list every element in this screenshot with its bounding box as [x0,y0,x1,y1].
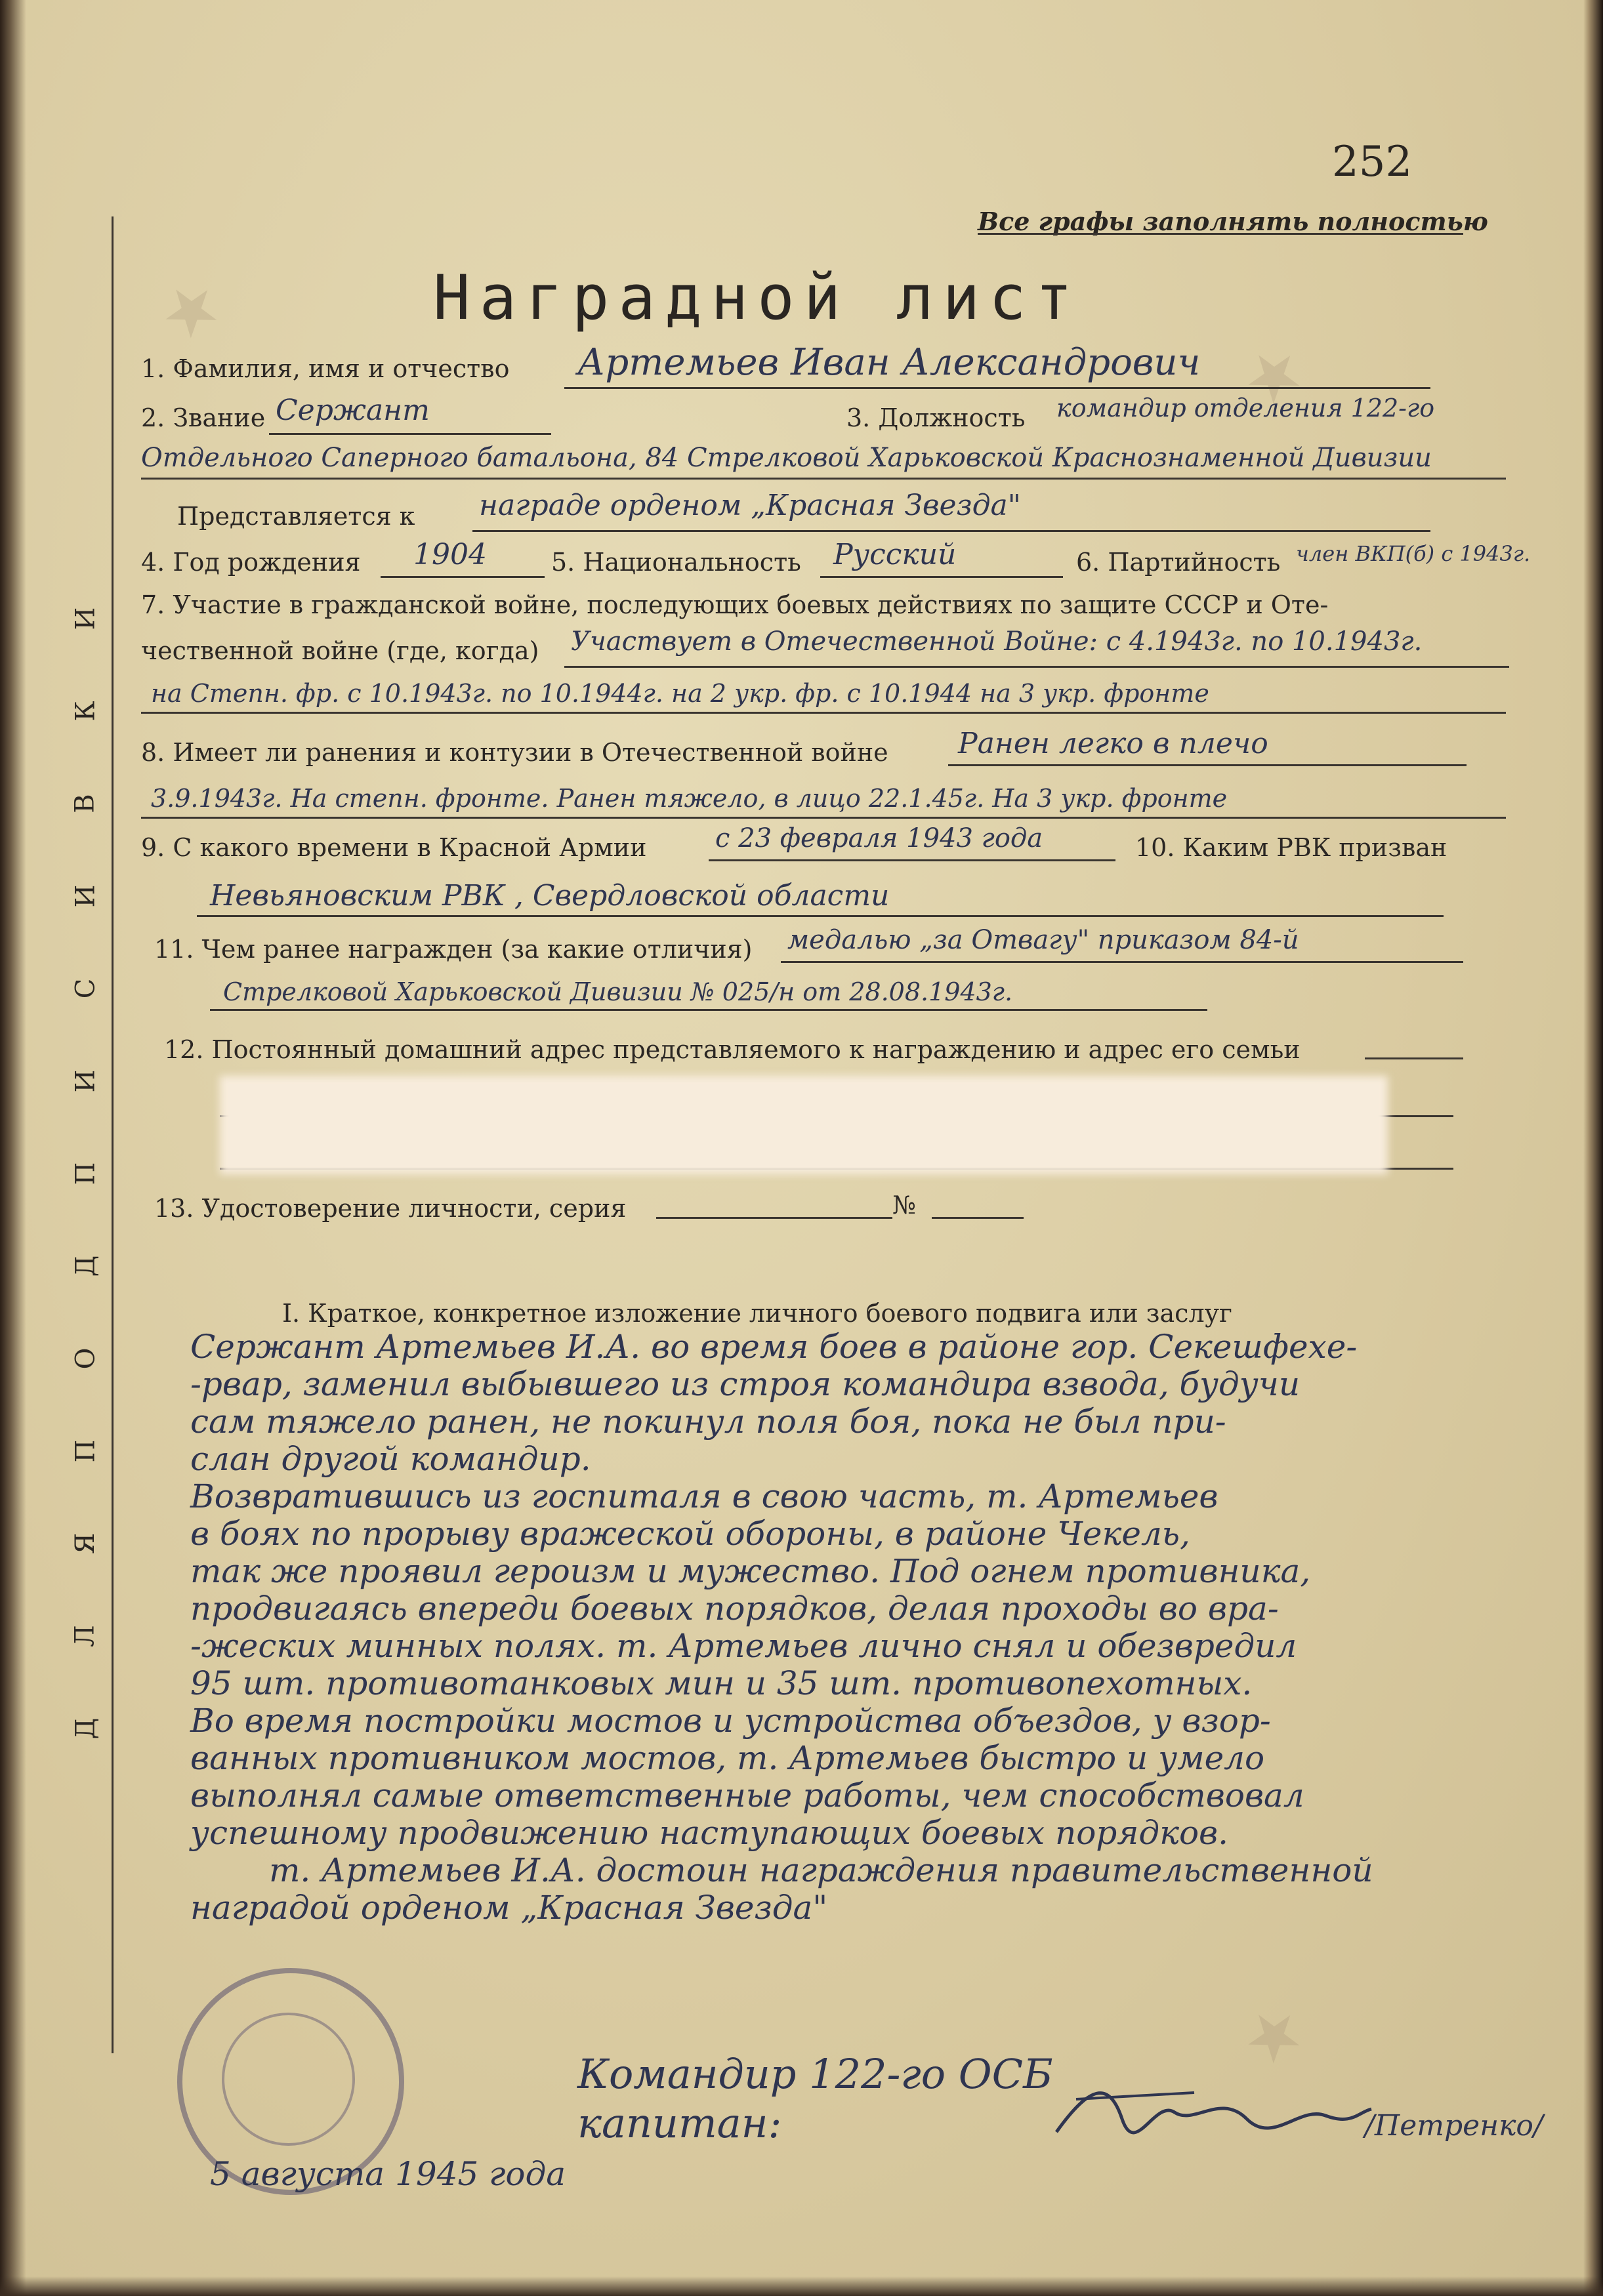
page-title: Наградной лист [433,262,1082,334]
field-8-value-line2: 3.9.1943г. На степн. фронте. Ранен тяжело, в лицо 22.1.45г. На 3 укр. фронте [151,784,1228,813]
field-8-value-line1: Ранен легко в плечо [958,727,1268,760]
field-6-value: член ВКП(б) с 1943г. [1296,541,1531,566]
field-3-continuation: Отдельного Саперного батальона, 84 Стрелковой Харьковской Краснознаменной Дивизии [141,443,1432,473]
field-1-value: Артемьев Иван Александрович [577,341,1201,384]
left-margin-line [112,216,114,2053]
narrative-line: слан другой командир. [190,1440,591,1478]
field-11-line2 [210,1009,1207,1011]
field-7-line2 [141,712,1506,714]
narrative-line: наградой орденом „Красная Звезда" [190,1889,828,1927]
paper-edge-bottom [0,2276,1603,2296]
field-8-label: 8. Имеет ли ранения и контузии в Отечественной войне [141,738,888,767]
field-13-number-line [932,1217,1024,1219]
field-13-label: 13. Удостоверение личности, серия [154,1194,627,1223]
paper-edge-left [0,0,26,2296]
field-11-value-line1: медалью „за Отвагу" приказом 84-й [787,925,1299,955]
field-2-line [269,433,551,435]
field-1-label: 1. Фамилия, имя и отчество [141,354,510,383]
field-3-label: 3. Должность [846,403,1026,432]
narrative-line: Сержант Артемьев И.А. во время боев в районе гор. Секешфехе- [190,1328,1358,1366]
field-13-series-line [656,1217,892,1219]
represented-label: Представляется к [177,502,415,531]
narrative-line: так же проявил героизм и мужество. Под огнем противника, [190,1552,1311,1590]
field-5-line [820,576,1063,578]
instruction-text: Все графы заполнять полностью [978,207,1488,236]
field-4-label: 4. Год рождения [141,548,361,577]
narrative-line: т. Артемьев И.А. достоин награждения правительственной [269,1851,1373,1889]
field-9-value: с 23 февраля 1943 года [715,823,1043,853]
field-11-line1 [781,961,1463,963]
field-10-line [197,915,1444,917]
narrative-line: ванных противником мостов, т. Артемьев быстро и умело [190,1739,1265,1777]
field-7-label-line2: чественной войне (где, когда) [141,636,539,665]
field-2-value: Сержант [276,394,430,427]
handwritten-signature [1050,2073,1378,2152]
field-3-value: командир отделения 122-го [1056,394,1435,422]
field-6-label: 6. Партийность [1076,548,1281,577]
narrative-line: -жеских минных полях. т. Артемьев лично снял и обезвредил [190,1627,1297,1665]
field-4-value: 1904 [413,538,487,571]
narrative-line: сам тяжело ранен, не покинул поля боя, пока не был при- [190,1403,1226,1441]
field-7-value-line1: Участвует в Отечественной Войне: с 4.1943г. по 10.1943г. [571,626,1423,657]
field-7-value-line2: на Степн. фр. с 10.1943г. по 10.1944г. на 2 укр. фр. с 10.1944 на 3 укр. фронте [151,679,1209,708]
field-4-line [381,576,545,578]
field-11-value-line2: Стрелковой Харьковской Дивизии № 025/н от 28.08.1943г. [223,977,1013,1006]
field-13-number-label: № [892,1191,916,1220]
section-1-heading: I. Краткое, конкретное изложение личного боевого подвига или заслуг [282,1299,1232,1328]
watermark-star: ★ [1231,332,1315,420]
field-8-line1 [948,764,1467,766]
watermark-star: ★ [148,266,232,354]
narrative-line: успешному продвижению наступающих боевых порядков. [190,1814,1229,1852]
narrative-line: Возвратившись из госпиталя в свою часть, т. Артемьев [190,1477,1218,1515]
paper-edge-right [1583,0,1603,2296]
field-3-line [141,478,1506,480]
field-7-line1 [564,666,1509,668]
represented-line [472,530,1430,532]
signatory-name: /Петренко/ [1365,2109,1543,2142]
narrative-block [190,1328,1373,1927]
page-number: 252 [1332,138,1413,186]
field-10-label: 10. Каким РВК призван [1135,833,1447,862]
field-9-line [709,859,1115,861]
redacted-address [220,1076,1388,1174]
narrative-line: 95 шт. противотанковых мин и 35 шт. противопехотных. [190,1664,1253,1702]
field-12-label: 12. Постоянный домашний адрес представляемого к награждению и адрес его семьи [164,1035,1301,1064]
field-1-line [564,387,1430,389]
document-date: 5 августа 1945 года [210,2155,566,2193]
field-7-label-line1: 7. Участие в гражданской войне, последующих боевых действиях по защите СССР и Оте- [141,590,1329,619]
signatory-rank: капитан: [577,2099,782,2147]
field-10-value: Невьяновским РВК , Свердловской области [210,879,890,912]
field-8-line2 [141,817,1506,819]
field-5-value: Русский [833,538,957,571]
field-5-label: 5. Национальность [551,548,801,577]
vertical-signature-label: И К В И С И П Д О П Я Л Д [70,607,100,1740]
narrative-line: выполнял самые ответственные работы, чем способствовал [190,1776,1304,1814]
watermark-star: ★ [1231,1992,1315,2080]
represented-value: награде орденом „Красная Звезда" [479,489,1021,522]
instruction-underline [978,233,1463,235]
signatory-position: Командир 122-го ОСБ [577,2050,1053,2098]
field-2-label: 2. Звание [141,403,266,432]
narrative-line: -рвар, заменил выбывшего из строя командира взвода, будучи [190,1365,1301,1403]
narrative-line: продвигаясь впереди боевых порядков, делая проходы во вра- [190,1589,1279,1628]
field-9-label: 9. С какого времени в Красной Армии [141,833,647,862]
field-12-line0 [1365,1057,1463,1059]
narrative-line: Во время постройки мостов и устройства объездов, у взор- [190,1702,1271,1740]
narrative-line: в боях по прорыву вражеской обороны, в районе Чекель, [190,1515,1190,1553]
field-11-label: 11. Чем ранее награжден (за какие отличия) [154,935,753,964]
